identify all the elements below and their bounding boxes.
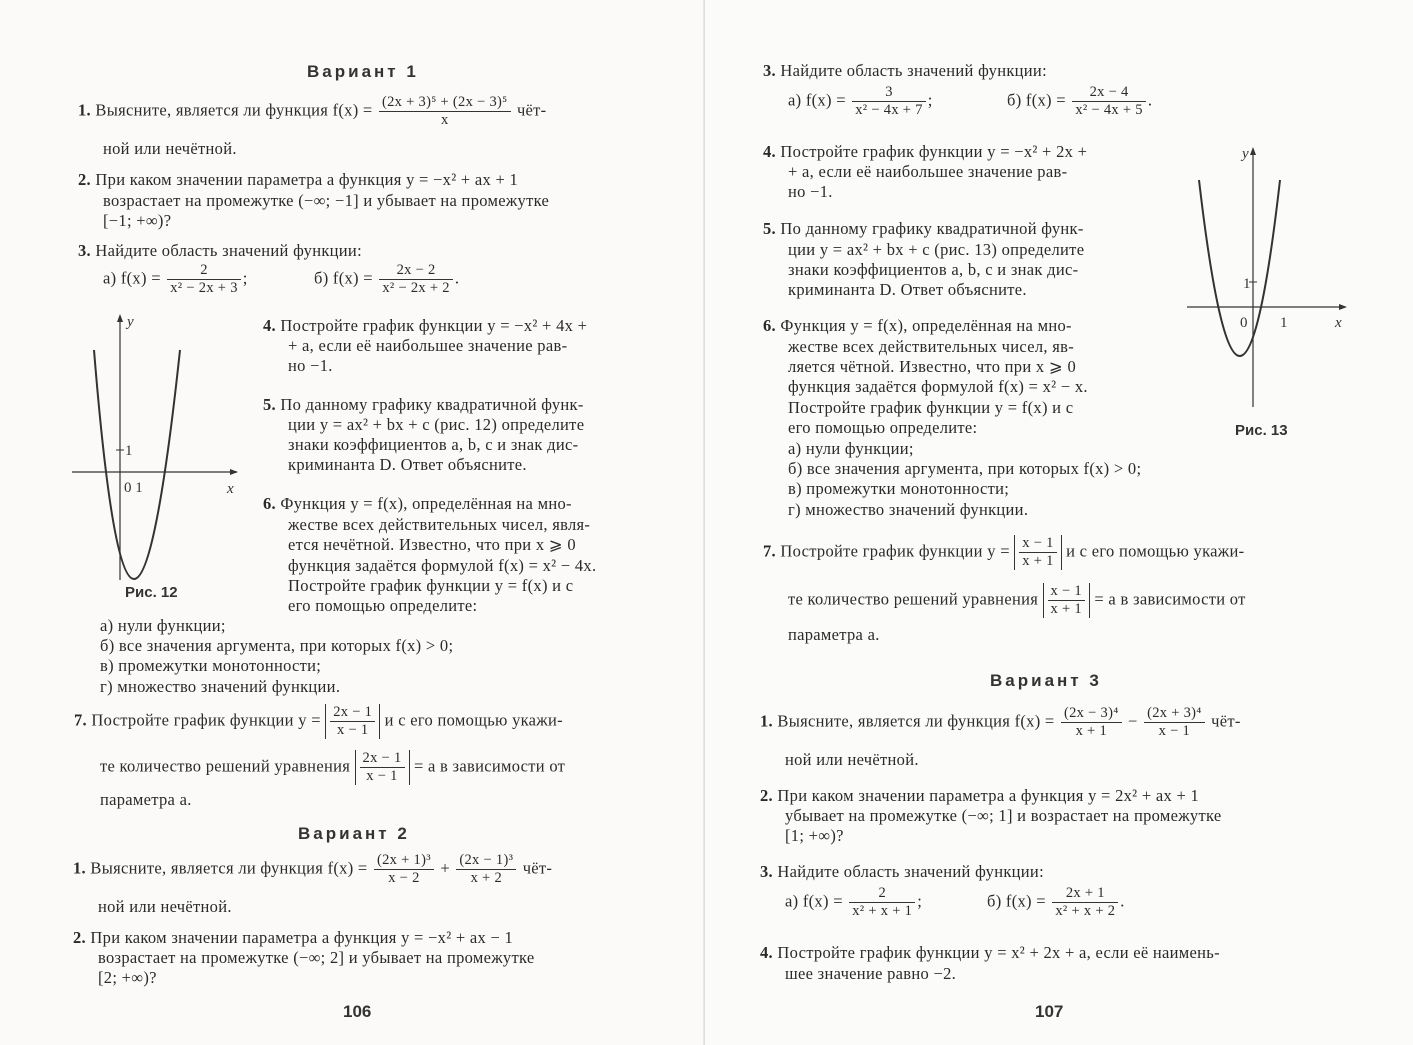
problem-2	[78, 170, 518, 190]
numerator: (2x − 1)³	[456, 852, 516, 870]
problem-text: При каком значении параметра a функция y = 2x² + ax + 1	[777, 786, 1200, 805]
denominator: x + 1	[1022, 553, 1054, 569]
problem-number: 4.	[763, 142, 776, 161]
fraction	[1061, 705, 1122, 740]
problem-text: возрастает на промежутке (−∞; 2] и убывает на промежутке	[98, 948, 535, 967]
problem-text: в) промежутки монотонности;	[788, 479, 1010, 498]
problem-text: а) нули функции;	[100, 616, 226, 635]
operator: +	[440, 858, 450, 878]
absolute-value	[1014, 535, 1061, 570]
problem-text: = a в зависимости от	[413, 756, 566, 776]
fraction	[1019, 535, 1056, 570]
problem-3-part-b	[1007, 84, 1152, 119]
problem-number: 3.	[760, 862, 773, 881]
denominator: x − 2	[388, 870, 420, 886]
problem-text: По данному графику квадратичной функ-	[780, 219, 1084, 238]
problem-text: б) все значения аргумента, при которых f(x) > 0;	[100, 636, 454, 655]
problem-text: его помощью определите:	[288, 596, 478, 615]
fraction	[849, 885, 915, 920]
problem-text: Постройте график функции y =	[91, 710, 321, 730]
problem-text: По данному графику квадратичной функ-	[280, 395, 584, 414]
problem-number: 5.	[263, 395, 276, 414]
numerator: 2x + 1	[1052, 885, 1118, 903]
numerator: 2	[167, 262, 241, 280]
page-number: 107	[1035, 1002, 1064, 1021]
part-label: а) f(x) =	[788, 90, 846, 110]
problem-6	[763, 316, 1072, 336]
problem-3	[763, 61, 1047, 81]
problem-text: чёт-	[522, 858, 553, 878]
problem-7-line-2	[100, 750, 565, 785]
fraction	[852, 84, 926, 119]
problem-number: 1.	[78, 100, 91, 120]
problem-number: 4.	[760, 943, 773, 962]
fraction	[360, 750, 405, 785]
problem-text: При каком значении параметра a функция y = −x² + ax − 1	[90, 928, 514, 947]
problem-text: Постройте график функции y = f(x) и с	[288, 576, 574, 595]
problem-number: 3.	[763, 61, 776, 80]
problem-text: и с его помощью укажи-	[384, 710, 563, 730]
problem-text: шее значение равно −2.	[785, 964, 957, 983]
v3-problem-4	[760, 943, 1220, 963]
problem-7	[763, 535, 1244, 570]
problem-text: а) нули функции;	[788, 439, 914, 458]
punct: ;	[242, 268, 248, 288]
figure-12-caption: Рис. 12	[125, 584, 178, 601]
problem-number: 6.	[763, 316, 776, 335]
operator: −	[1128, 711, 1138, 731]
denominator: x + 1	[1050, 601, 1082, 617]
problem-text: убывает на промежутке (−∞; 1] и возрастает на промежутке	[785, 806, 1222, 825]
problem-number: 2.	[78, 170, 91, 189]
numerator: (2x + 3)⁴	[1144, 705, 1205, 723]
problem-3-part-a	[788, 84, 933, 119]
problem-4	[763, 142, 1087, 162]
problem-number: 6.	[263, 494, 276, 513]
problem-text: ции y = ax² + bx + c (рис. 12) определите	[288, 415, 585, 434]
problem-text: [2; +∞)?	[98, 968, 157, 987]
y-axis-arrow-icon	[1250, 147, 1256, 155]
part-label: б) f(x) =	[1007, 90, 1066, 110]
v3-problem-1	[760, 705, 1241, 740]
absolute-value	[1043, 583, 1090, 618]
numerator: 3	[852, 84, 926, 102]
variant-2-title: Вариант 2	[298, 824, 410, 843]
problem-text: г) множество значений функции.	[788, 500, 1029, 519]
figure-12-graph	[72, 312, 242, 582]
fraction	[1072, 84, 1146, 119]
origin-label: 0	[1240, 315, 1248, 331]
page-107	[705, 0, 1413, 1045]
x-axis-label: x	[1335, 315, 1342, 331]
variant-3-title: Вариант 3	[990, 671, 1102, 690]
problem-text: возрастает на промежутке (−∞; −1] и убывает на промежутке	[103, 191, 550, 210]
figure-13-graph	[1183, 142, 1353, 412]
problem-1	[78, 94, 546, 129]
problem-text: ной или нечётной.	[98, 897, 232, 916]
problem-text: Постройте график функции y = f(x) и с	[788, 398, 1074, 417]
problem-number: 3.	[78, 241, 91, 260]
problem-text: При каком значении параметра a функция y = −x² + ax + 1	[95, 170, 519, 189]
problem-text: ется нечётной. Известно, что при x ⩾ 0	[288, 535, 576, 554]
numerator: 2x − 2	[379, 262, 453, 280]
denominator: x² + x + 2	[1055, 903, 1116, 919]
denominator: x² − 2x + 3	[170, 280, 238, 296]
problem-number: 1.	[760, 711, 773, 731]
problem-text: Найдите область значений функции:	[95, 241, 362, 260]
problem-3-part-a	[103, 262, 248, 297]
part-label: б) f(x) =	[987, 891, 1046, 911]
problem-text: чёт-	[1211, 711, 1241, 731]
problem-text: чёт-	[516, 100, 547, 120]
punct: .	[1147, 90, 1153, 110]
fraction	[379, 262, 453, 297]
v3-problem-3-part-b	[987, 885, 1125, 920]
problem-number: 5.	[763, 219, 776, 238]
numerator: (2x − 3)⁴	[1061, 705, 1122, 723]
problem-text: функция задаётся формулой f(x) = x² − x.	[788, 377, 1088, 396]
part-label: а) f(x) =	[103, 268, 161, 288]
origin-label: 0 1	[124, 480, 143, 496]
denominator: x² − 4x + 5	[1075, 102, 1143, 118]
problem-7-line-2	[788, 583, 1246, 618]
problem-text: Выясните, является ли функция f(x) =	[95, 100, 373, 120]
problem-number: 2.	[760, 786, 773, 805]
problem-text: ляется чётной. Известно, что при x ⩾ 0	[788, 357, 1076, 376]
problem-text: но −1.	[288, 356, 333, 375]
denominator: x² − 2x + 2	[382, 280, 450, 296]
problem-text: те количество решений уравнения	[100, 756, 351, 776]
denominator: x + 1	[1075, 723, 1107, 739]
x-tick-label: 1	[1280, 315, 1288, 331]
problem-text: Найдите область значений функции:	[780, 61, 1047, 80]
problem-text: Постройте график функции y =	[780, 541, 1010, 561]
v2-problem-1	[73, 852, 552, 887]
denominator: x − 1	[366, 768, 398, 784]
punct: .	[1120, 891, 1125, 911]
fraction	[1052, 885, 1118, 920]
problem-text: + a, если её наибольшее значение рав-	[788, 162, 1068, 181]
numerator: 2x − 1	[330, 704, 375, 722]
problem-text: + a, если её наибольшее значение рав-	[288, 336, 568, 355]
problem-text: Функция y = f(x), определённая на мно-	[780, 316, 1072, 335]
v3-problem-3	[760, 862, 1044, 882]
y-tick-label: 1	[1243, 276, 1251, 292]
punct: ;	[917, 891, 923, 911]
problem-text: функция задаётся формулой f(x) = x² − 4x.	[288, 556, 597, 575]
problem-text: ции y = ax² + bx + c (рис. 13) определите	[788, 240, 1085, 259]
problem-text: Постройте график функции y = −x² + 4x +	[280, 316, 588, 335]
v3-problem-2	[760, 786, 1199, 806]
problem-text: знаки коэффициентов a, b, c и знак дис-	[788, 260, 1079, 279]
denominator: x² − 4x + 7	[855, 102, 923, 118]
absolute-value	[325, 704, 380, 739]
problem-text: Выясните, является ли функция f(x) =	[777, 711, 1055, 731]
problem-text: те количество решений уравнения	[788, 589, 1039, 609]
problem-text: жестве всех действительных чисел, явля-	[288, 515, 591, 534]
fraction	[379, 94, 511, 129]
y-axis-label: y	[1242, 146, 1249, 162]
fraction	[1048, 583, 1085, 618]
problem-number: 7.	[74, 710, 87, 730]
problem-text: параметра a.	[788, 625, 880, 644]
absolute-value	[355, 750, 410, 785]
problem-text: Постройте график функции y = −x² + 2x +	[780, 142, 1088, 161]
part-label: а) f(x) =	[785, 891, 843, 911]
problem-text: знаки коэффициентов a, b, c и знак дис-	[288, 435, 579, 454]
problem-text: его помощью определите:	[788, 418, 978, 437]
punct: .	[454, 268, 460, 288]
problem-7	[74, 704, 563, 739]
problem-6	[263, 494, 572, 514]
numerator: (2x + 1)³	[374, 852, 434, 870]
v3-problem-3-part-a	[785, 885, 922, 920]
problem-text: ной или нечётной.	[103, 139, 237, 158]
denominator: x − 1	[1158, 723, 1191, 739]
problem-text: Постройте график функции y = x² + 2x + a, если её наимень-	[777, 943, 1220, 962]
problem-number: 1.	[73, 858, 86, 878]
denominator: x	[440, 112, 449, 128]
problem-text: и с его помощью укажи-	[1066, 541, 1245, 561]
numerator: x − 1	[1019, 535, 1056, 553]
y-axis-arrow-icon	[117, 314, 123, 322]
fraction	[167, 262, 241, 297]
y-axis-label: y	[127, 314, 134, 330]
problem-text: криминанта D. Ответ объясните.	[288, 455, 527, 474]
problem-text: ной или нечётной.	[785, 750, 919, 769]
x-axis-arrow-icon	[230, 469, 238, 475]
numerator: 2x − 1	[360, 750, 405, 768]
problem-text: б) все значения аргумента, при которых f(x) > 0;	[788, 459, 1142, 478]
page-number: 106	[343, 1002, 372, 1021]
y-tick-label: 1	[125, 443, 133, 459]
part-label: б) f(x) =	[314, 268, 373, 288]
numerator: (2x + 3)⁵ + (2x − 3)⁵	[379, 94, 511, 112]
figure-13-caption: Рис. 13	[1235, 422, 1288, 439]
punct: ;	[927, 90, 933, 110]
problem-text: Выясните, является ли функция f(x) =	[90, 858, 368, 878]
problem-number: 7.	[763, 541, 776, 561]
problem-text: Найдите область значений функции:	[777, 862, 1044, 881]
problem-text: Функция y = f(x), определённая на мно-	[280, 494, 572, 513]
problem-number: 2.	[73, 928, 86, 947]
denominator: x − 1	[337, 722, 369, 738]
x-axis-arrow-icon	[1339, 304, 1347, 310]
problem-text: = a в зависимости от	[1094, 589, 1246, 609]
problem-text: но −1.	[788, 182, 833, 201]
parabola-curve	[94, 350, 180, 579]
fraction	[330, 704, 375, 739]
problem-text: [−1; +∞)?	[103, 211, 172, 230]
problem-text: криминанта D. Ответ объясните.	[788, 280, 1027, 299]
variant-1-title: Вариант 1	[307, 62, 419, 81]
x-axis-label: x	[227, 481, 234, 497]
denominator: x² + x + 1	[852, 903, 913, 919]
problem-number: 4.	[263, 316, 276, 335]
problem-text: в) промежутки монотонности;	[100, 656, 322, 675]
problem-text: параметра a.	[100, 790, 192, 809]
denominator: x + 2	[470, 870, 503, 886]
problem-text: жестве всех действительных чисел, яв-	[788, 337, 1075, 356]
page-106	[0, 0, 705, 1045]
problem-5	[763, 219, 1084, 239]
numerator: x − 1	[1048, 583, 1085, 601]
problem-text: г) множество значений функции.	[100, 677, 341, 696]
problem-3-part-b	[314, 262, 459, 297]
fraction	[1144, 705, 1205, 740]
problem-3	[78, 241, 362, 261]
problem-text: [1; +∞)?	[785, 826, 844, 845]
v2-problem-2	[73, 928, 513, 948]
problem-5	[263, 395, 584, 415]
numerator: 2x − 4	[1072, 84, 1146, 102]
fraction	[456, 852, 516, 887]
numerator: 2	[849, 885, 915, 903]
fraction	[374, 852, 434, 887]
problem-4	[263, 316, 587, 336]
